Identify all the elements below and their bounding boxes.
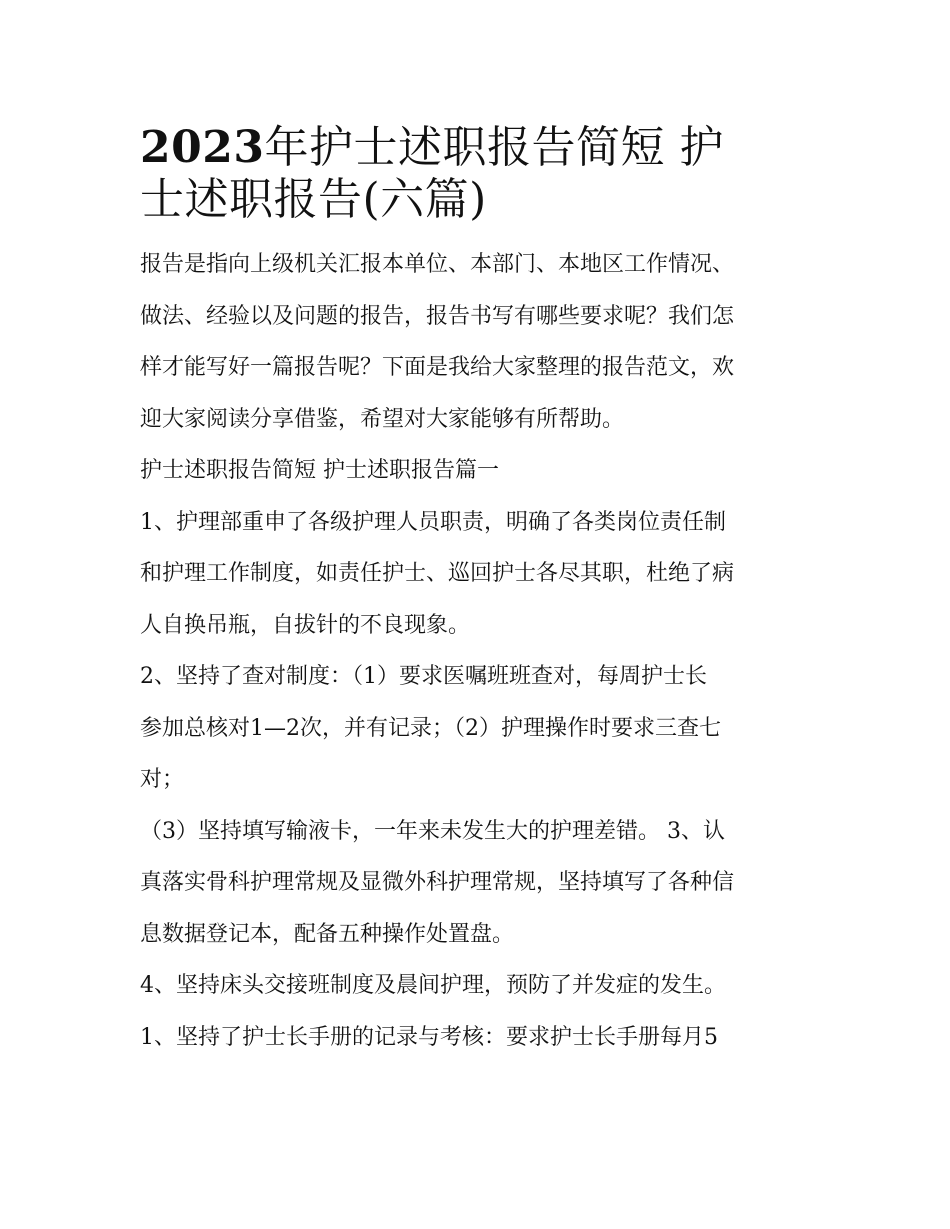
text-line: 1、护理部重申了各级护理人员职责，明确了各类岗位责任制 <box>140 509 726 535</box>
document-body <box>140 239 820 1063</box>
text-line: 护士述职报告简短 护士述职报告篇一 <box>140 458 499 483</box>
text-line: （3）坚持填写输液卡，一年来未发生大的护理差错。 3、认 <box>140 818 725 844</box>
text-line: 报告是指向上级机关汇报本单位、本部门、本地区工作情况、 <box>140 252 735 277</box>
item-2-paragraph <box>140 651 820 806</box>
text-line: 真落实骨科护理常规及显微外科护理常规，坚持填写了各种信 <box>140 870 735 895</box>
text-line: 做法、经验以及问题的报告，报告书写有哪些要求呢？我们怎 <box>140 303 735 329</box>
document-content <box>140 112 820 1063</box>
title-line-1 <box>140 112 820 173</box>
title-year: 2023 <box>140 122 265 173</box>
section-heading <box>140 445 820 497</box>
item-5-paragraph <box>140 1012 820 1064</box>
text-line: 人自换吊瓶，自拔针的不良现象。 <box>140 612 471 638</box>
text-line: 息数据登记本，配备五种操作处置盘。 <box>140 921 515 947</box>
item-3-paragraph <box>140 806 820 961</box>
intro-paragraph <box>140 239 820 445</box>
document-title <box>140 112 820 225</box>
text-line: 4、坚持床头交接班制度及晨间护理，预防了并发症的发生。 <box>140 973 726 998</box>
title-line-1-text: 年护士述职报告简短 护 <box>264 122 724 173</box>
text-line: 1、坚持了护士长手册的记录与考核：要求护士长手册每月5 <box>140 1024 718 1050</box>
text-line: 参加总核对1—2次，并有记录；（2）护理操作时要求三查七 <box>140 715 721 741</box>
title-line-2: 士述职报告(六篇) <box>140 173 487 225</box>
text-line: 对； <box>140 767 185 792</box>
text-line: 2、坚持了查对制度：（1）要求医嘱班班查对，每周护士长 <box>140 664 707 689</box>
text-line: 样才能写好一篇报告呢？下面是我给大家整理的报告范文，欢 <box>140 355 735 380</box>
item-4-paragraph <box>140 960 820 1012</box>
text-line: 迎大家阅读分享借鉴，希望对大家能够有所帮助。 <box>140 406 625 432</box>
item-1-paragraph <box>140 497 820 652</box>
text-line: 和护理工作制度，如责任护士、巡回护士各尽其职，杜绝了病 <box>140 561 735 586</box>
